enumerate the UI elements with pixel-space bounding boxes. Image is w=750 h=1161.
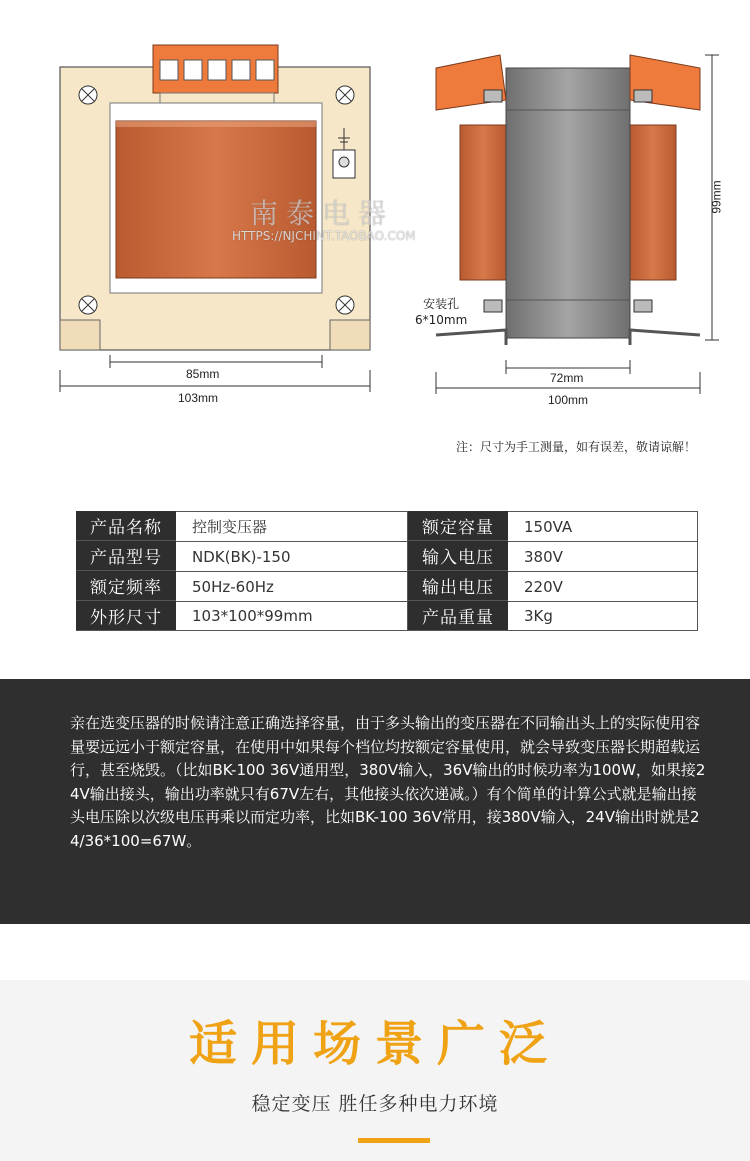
front-inner-width-label: 85mm (186, 367, 220, 381)
side-height-label: 99mm (709, 180, 724, 214)
capacity-info-text: 亲在选变压器的时候请注意正确选择容量，由于多头输出的变压器在不同输出头上的实际使用容量要远远小于额定容量，在使用中如果每个档位均按额定容量使用，就会导致变压器长期超载运行，甚至烧毁。（比如BK-100 36V通用型，380V输入，36V输出的时候功率为100W，如果接24V输出接头，输出功率就只有67V左右，其他接头依次递减。）有个简单的计算公式就是输出接头电压除以次级电压再乘以而定功率，比如BK-100 36V常用，接380V输入，24V输出时就是24/36*100=67W。 (70, 714, 706, 850)
spec-value: 220V (508, 571, 698, 601)
spec-key: 产品重量 (408, 601, 508, 631)
application-scene-section (0, 980, 750, 1161)
mount-hole-title: 安装孔 (423, 297, 460, 311)
scene-title: 适用场景广泛 (188, 1016, 561, 1072)
side-core (506, 68, 630, 338)
side-view (436, 55, 719, 394)
side-outer-width-label: 100mm (548, 393, 589, 407)
mount-hole-label (415, 296, 467, 328)
spec-key: 产品名称 (76, 511, 176, 541)
watermark-brand: 南泰电器 (250, 197, 395, 230)
terminal-block (153, 45, 278, 103)
front-outer-width-label: 103mm (178, 391, 219, 405)
spec-value: 3Kg (508, 601, 698, 631)
scene-subtitle: 稳定变压 胜任多种电力环境 (251, 1093, 499, 1115)
spec-key: 额定频率 (76, 571, 176, 601)
watermark-url: HTTPS://NJCHINT.TAOBAO.COM (232, 229, 416, 243)
spec-key: 外形尺寸 (76, 601, 176, 631)
scene-underline (358, 1138, 430, 1143)
spec-value: 380V (508, 541, 698, 571)
spec-key: 输出电压 (408, 571, 508, 601)
mount-hole-size: 6*10mm (415, 313, 468, 327)
spec-key: 额定容量 (408, 511, 508, 541)
spec-key: 产品型号 (76, 541, 176, 571)
measurement-note: 注：尺寸为手工测量，如有误差，敬请谅解！ (455, 440, 696, 454)
spec-value: 150VA (508, 511, 698, 541)
side-inner-width-label: 72mm (550, 371, 584, 385)
spec-value: 103*100*99mm (176, 601, 408, 631)
spec-value: NDK(BK)-150 (176, 541, 408, 571)
spec-value: 控制变压器 (176, 511, 408, 541)
capacity-info-panel (0, 679, 750, 924)
transformer-drawing (0, 0, 750, 440)
spec-key: 输入电压 (408, 541, 508, 571)
spec-table (76, 511, 698, 631)
spec-value: 50Hz-60Hz (176, 571, 408, 601)
